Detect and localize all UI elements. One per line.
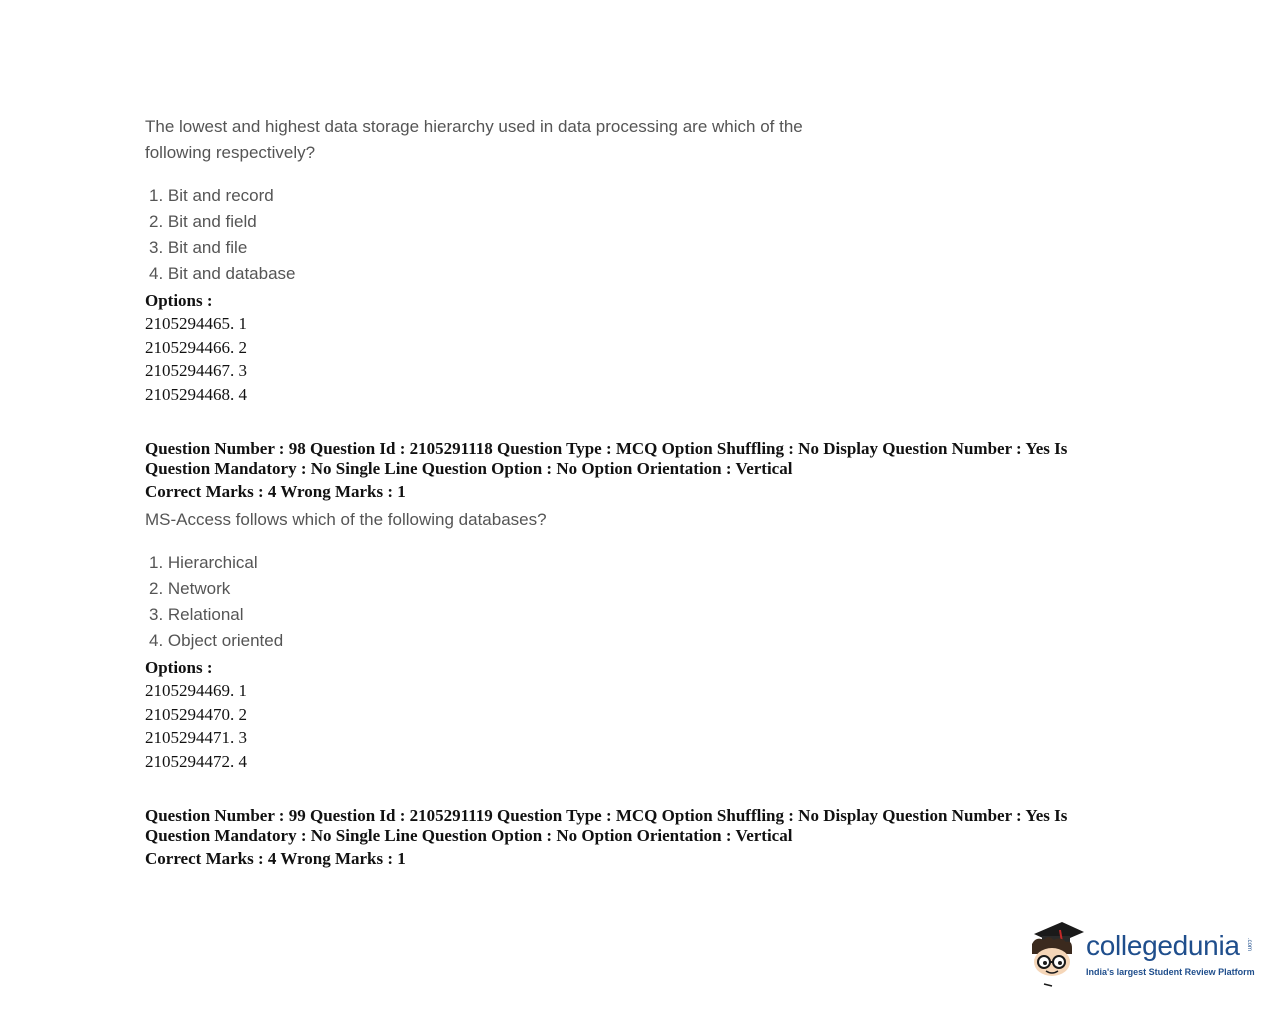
choice-4: 4. Object oriented [149, 631, 284, 650]
question-text: The lowest and highest data storage hierarchy used in data processing are which of the following respectively? [145, 117, 803, 162]
option-id-3: 2105294471. 3 [145, 728, 247, 748]
answer-choices [145, 550, 283, 654]
choice-3: 3. Relational [149, 605, 244, 624]
option-id-3: 2105294467. 3 [145, 361, 247, 381]
collegedunia-logo [1026, 918, 1256, 990]
options-block [145, 290, 247, 407]
choice-3: 3. Bit and file [149, 238, 248, 257]
option-id-4: 2105294472. 4 [145, 752, 247, 772]
logo-domain-suffix: .com [1246, 938, 1252, 952]
mascot-graduation-cap-icon [1026, 918, 1086, 988]
question-text: MS-Access follows which of the following databases? [145, 510, 547, 529]
logo-tagline: India's largest Student Review Platform [1086, 967, 1255, 977]
options-label: Options : [145, 658, 213, 677]
marks-line: Correct Marks : 4 Wrong Marks : 1 [145, 849, 406, 868]
option-id-1: 2105294469. 1 [145, 681, 247, 700]
option-id-4: 2105294468. 4 [145, 385, 247, 405]
answer-choices [145, 183, 296, 287]
choice-1: 1. Bit and record [149, 186, 274, 205]
option-id-2: 2105294466. 2 [145, 337, 247, 357]
logo-wordmark: collegedunia [1086, 930, 1240, 961]
option-id-2: 2105294470. 2 [145, 704, 247, 724]
question-header: Question Number : 98 Question Id : 2105291118 Question Type : MCQ Option Shuffling : No Display Question Number : Yes Is Question Mandatory : No Single Line Question Option : No Option Orientation : Vertical [145, 439, 1068, 478]
choice-2: 2. Bit and field [149, 212, 257, 231]
question-header: Question Number : 99 Question Id : 2105291119 Question Type : MCQ Option Shuffling : No Display Question Number : Yes Is Question Mandatory : No Single Line Question Option : No Option Orientation : Vertical [145, 806, 1068, 845]
options-label: Options : [145, 291, 213, 310]
choice-1: 1. Hierarchical [149, 553, 258, 572]
options-block [145, 657, 247, 774]
marks-line: Correct Marks : 4 Wrong Marks : 1 [145, 482, 406, 501]
choice-4: 4. Bit and database [149, 264, 296, 283]
choice-2: 2. Network [149, 579, 231, 598]
option-id-1: 2105294465. 1 [145, 314, 247, 333]
